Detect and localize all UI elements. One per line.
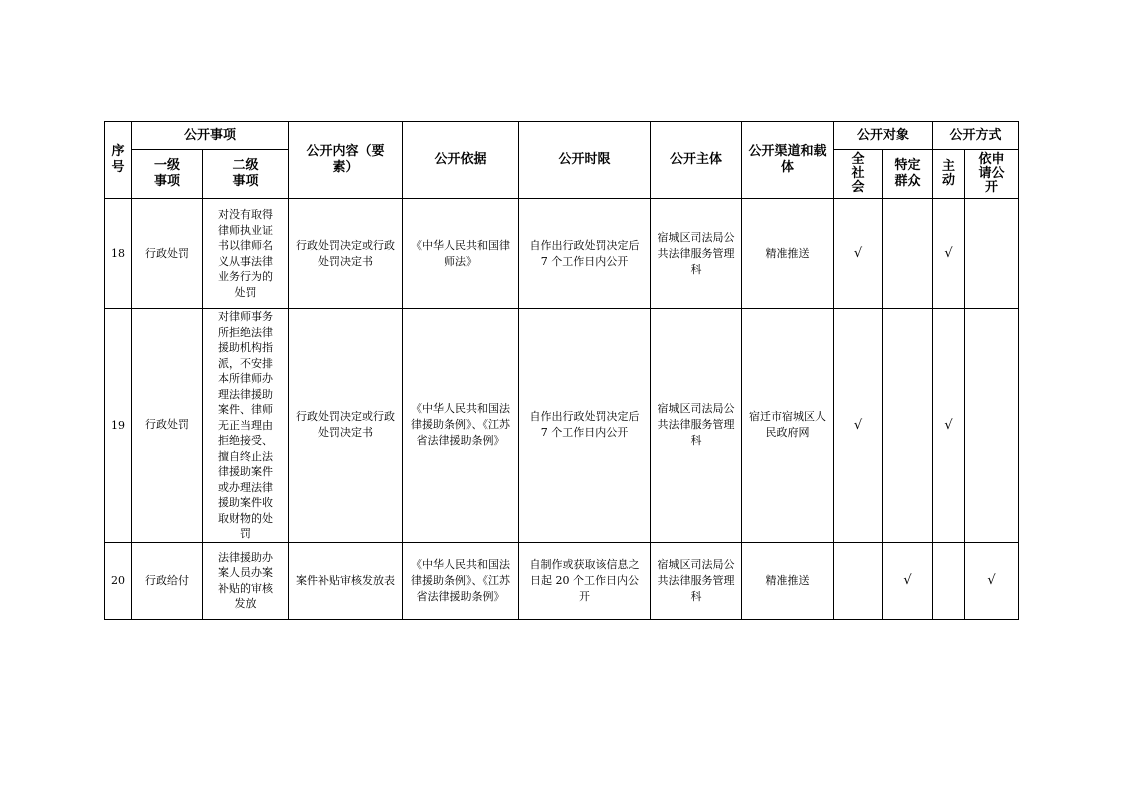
row-time-limit-text: 自作出行政处罚决定后 7 个工作日内公开 bbox=[529, 410, 640, 440]
row-basis-text: 《中华人民共和国法律援助条例》、《江苏省法律援助条例》 bbox=[411, 557, 511, 603]
header-level1 bbox=[132, 150, 203, 199]
row-seq: 20 bbox=[105, 542, 132, 619]
header-level1-label: 一级事项 bbox=[153, 158, 180, 189]
row-level2-text: 法律援助办案人员办案补贴的审核发放 bbox=[218, 550, 273, 610]
row-time-limit bbox=[519, 199, 651, 309]
row-time-limit bbox=[519, 309, 651, 543]
row-active-check bbox=[933, 542, 965, 619]
header-seq-label: 序号 bbox=[111, 144, 125, 175]
row-basis-text: 《中华人民共和国法律援助条例》、《江苏省法律援助条例》 bbox=[411, 402, 511, 448]
row-seq: 18 bbox=[105, 199, 132, 309]
row-whole-society-check bbox=[834, 542, 883, 619]
header-active-label: 主动 bbox=[942, 159, 956, 188]
header-basis: 公开依据 bbox=[403, 122, 519, 199]
row-on-request-check bbox=[965, 199, 1019, 309]
row-active-check: √ bbox=[933, 199, 965, 309]
row-content bbox=[289, 309, 403, 543]
header-active bbox=[933, 150, 965, 199]
row-content bbox=[289, 542, 403, 619]
row-content-text: 行政处罚决定或行政处罚决定书 bbox=[296, 410, 396, 440]
row-level2 bbox=[203, 542, 289, 619]
row-basis bbox=[403, 309, 519, 543]
row-level1: 行政处罚 bbox=[132, 309, 203, 543]
header-time-limit: 公开时限 bbox=[519, 122, 651, 199]
row-content bbox=[289, 199, 403, 309]
row-time-limit-text: 自制作或获取该信息之日起 20 个工作日内公开 bbox=[529, 557, 640, 603]
row-channel: 精准推送 bbox=[742, 542, 834, 619]
row-whole-society-check: √ bbox=[834, 309, 883, 543]
disclosure-table bbox=[104, 121, 1019, 620]
row-basis-text: 《中华人民共和国律师法》 bbox=[411, 238, 511, 268]
row-on-request-check: √ bbox=[965, 542, 1019, 619]
header-audience: 公开对象 bbox=[834, 122, 933, 150]
header-whole-society bbox=[834, 150, 883, 199]
row-subject bbox=[651, 309, 742, 543]
table-row bbox=[105, 542, 1019, 619]
table-row bbox=[105, 199, 1019, 309]
header-subject: 公开主体 bbox=[651, 122, 742, 199]
row-channel bbox=[742, 309, 834, 543]
row-subject bbox=[651, 199, 742, 309]
header-method: 公开方式 bbox=[933, 122, 1019, 150]
row-seq: 19 bbox=[105, 309, 132, 543]
row-subject bbox=[651, 542, 742, 619]
row-basis bbox=[403, 542, 519, 619]
header-specific-groups-label: 特定群众 bbox=[894, 158, 921, 189]
header-matters: 公开事项 bbox=[132, 122, 289, 150]
header-level2-label: 二级事项 bbox=[232, 158, 259, 189]
row-content-text: 案件补贴审核发放表 bbox=[296, 573, 396, 587]
table-row bbox=[105, 309, 1019, 543]
row-whole-society-check: √ bbox=[834, 199, 883, 309]
row-level2 bbox=[203, 309, 289, 543]
header-seq bbox=[105, 122, 132, 199]
row-time-limit-text: 自作出行政处罚决定后 7 个工作日内公开 bbox=[529, 238, 640, 268]
row-specific-groups-check bbox=[883, 309, 933, 543]
row-level2-text: 对律师事务所拒绝法律援助机构指派，不安排本所律师办理法律援助案件、律师无正当理由拒绝接受、擅自终止法律援助案件或办理法律援助案件收取财物的处罚 bbox=[218, 310, 273, 540]
row-time-limit bbox=[519, 542, 651, 619]
row-channel-text: 宿迁市宿城区人民政府网 bbox=[749, 410, 827, 440]
row-channel: 精准推送 bbox=[742, 199, 834, 309]
row-subject-text: 宿城区司法局公共法律服务管理科 bbox=[657, 557, 735, 603]
header-content bbox=[289, 122, 403, 199]
row-subject-text: 宿城区司法局公共法律服务管理科 bbox=[657, 230, 735, 276]
row-on-request-check bbox=[965, 309, 1019, 543]
header-row-1 bbox=[105, 122, 1019, 150]
header-on-request-label: 依申请公开 bbox=[978, 152, 1005, 195]
row-subject-text: 宿城区司法局公共法律服务管理科 bbox=[657, 402, 735, 448]
row-level2-text: 对没有取得律师执业证书以律师名义从事法律业务行为的处罚 bbox=[218, 208, 273, 299]
row-content-text: 行政处罚决定或行政处罚决定书 bbox=[296, 238, 396, 268]
row-level1: 行政给付 bbox=[132, 542, 203, 619]
header-content-label: 公开内容（要素） bbox=[306, 144, 385, 175]
row-basis bbox=[403, 199, 519, 309]
row-specific-groups-check: √ bbox=[883, 542, 933, 619]
header-whole-society-label: 全社会 bbox=[851, 152, 865, 195]
row-active-check: √ bbox=[933, 309, 965, 543]
header-on-request bbox=[965, 150, 1019, 199]
header-channel bbox=[742, 122, 834, 199]
row-level1: 行政处罚 bbox=[132, 199, 203, 309]
header-specific-groups bbox=[883, 150, 933, 199]
row-level2 bbox=[203, 199, 289, 309]
header-channel-label: 公开渠道和载体 bbox=[748, 144, 827, 175]
row-specific-groups-check bbox=[883, 199, 933, 309]
header-level2 bbox=[203, 150, 289, 199]
